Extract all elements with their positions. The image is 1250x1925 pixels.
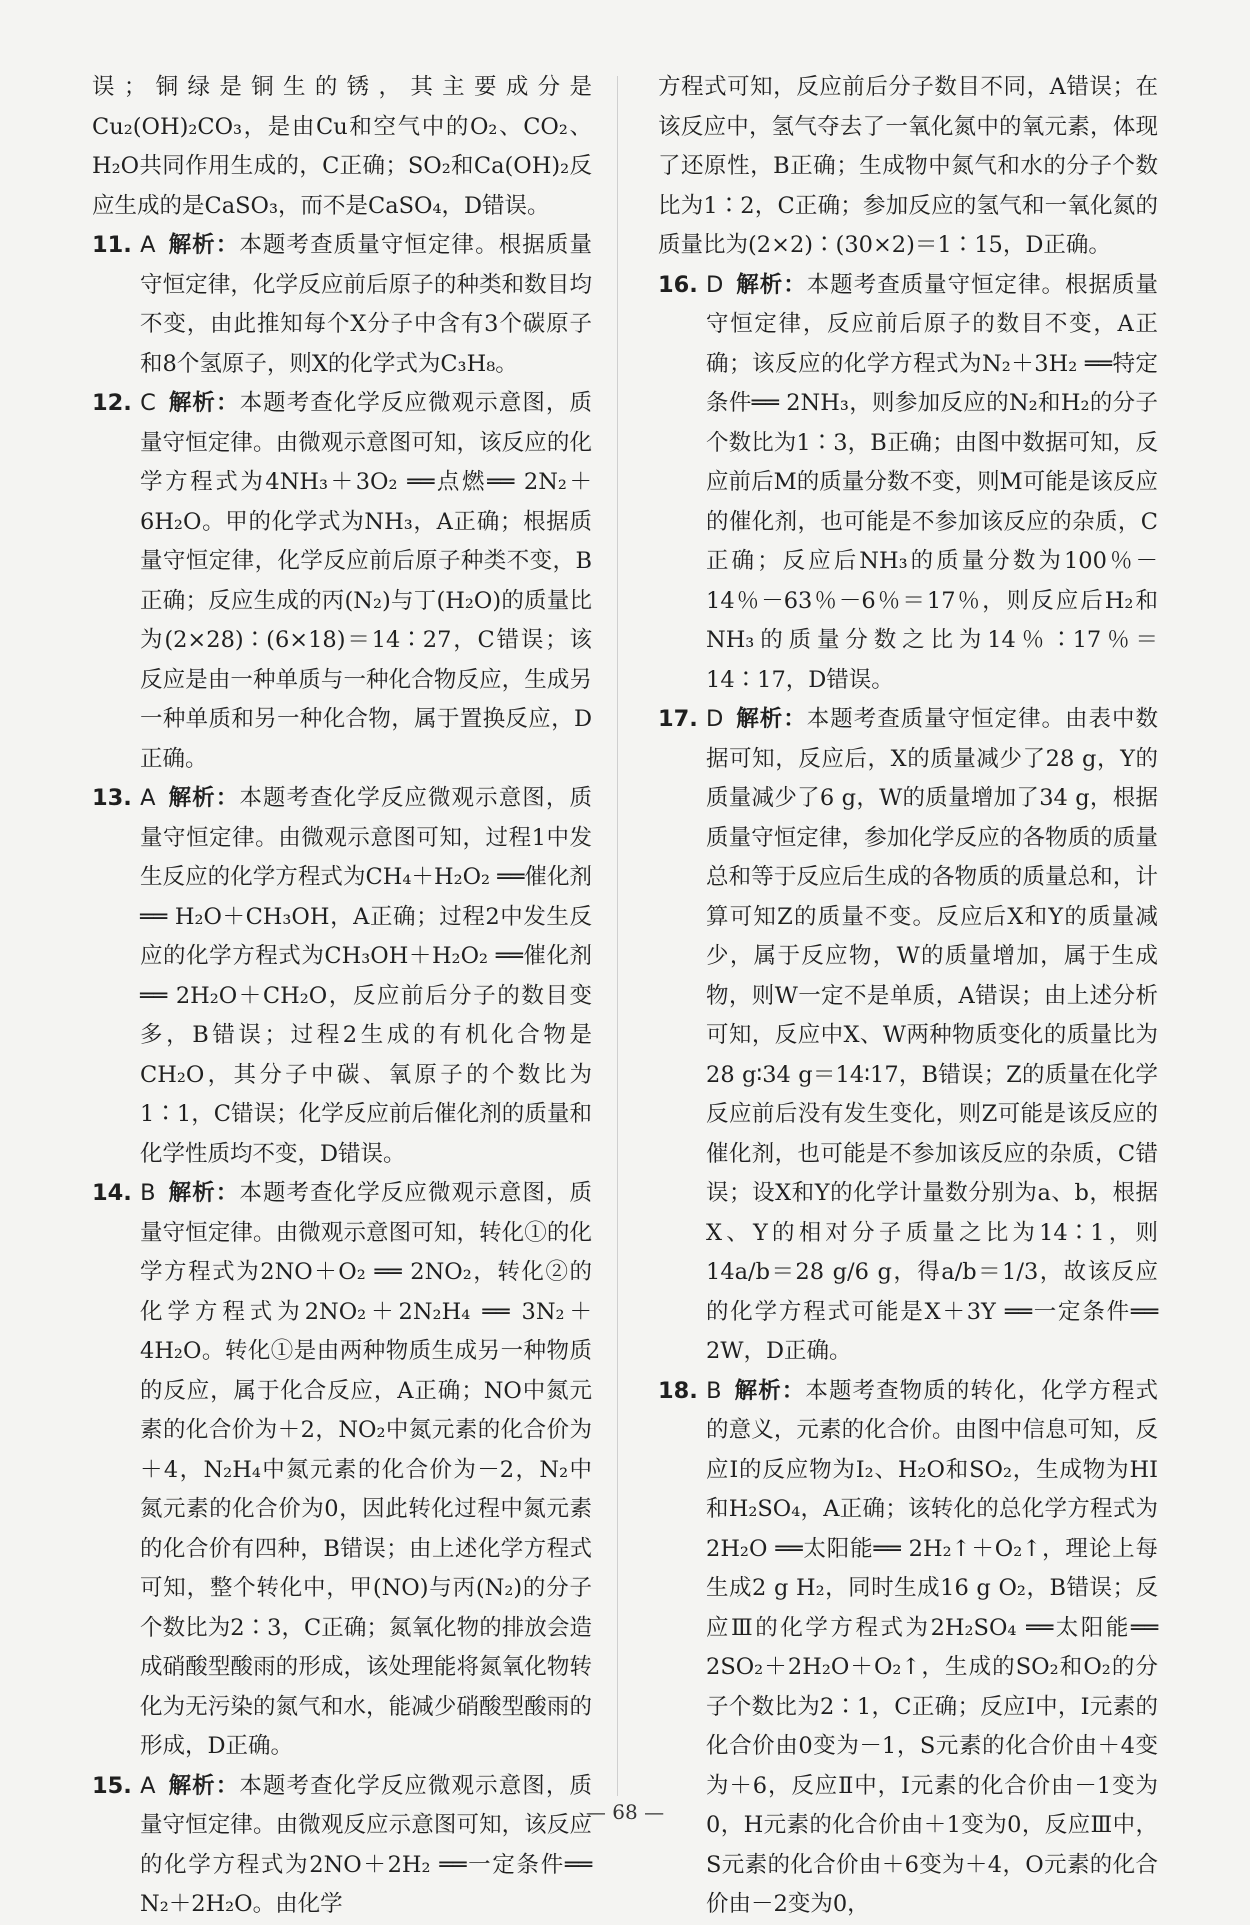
column-divider [617,76,618,1796]
analysis-label: 解析： [735,271,807,298]
analysis-label: 解析： [167,232,240,258]
analysis-text: 本题考查化学反应微观示意图，质量守恒定律。由微观示意图可知，转化①的化学方程式为2NO＋O₂ ══ 2NO₂，转化②的化学方程式为2NO₂＋2N₂H₄ ══ 3N₂＋4H₂O。转化①是由两种物质生成另一种物质的反应，属于化合反应，A正确；NO中氮元素的化合价为＋2，NO₂中氮元素的化合价为＋4，N₂H₄中氮元素的化合价为－2，N₂中氮元素的化合价为0，因此转化过程中氮元素的化合价有四种，B错误；由上述化学方程式可知，整个转化中，甲(NO)与丙(N₂)的分子个数比为2∶3，C正确；氮氧化物的排放会造成硝酸型酸雨的形成，该处理能将氮氧化物转化为无污染的氮气和水，能减少硝酸型酸雨的形成，D正确。 [140,1180,592,1759]
question-15 [92,1767,592,1925]
analysis-label: 解析： [735,706,807,732]
question-17 [658,700,1158,1372]
question-18 [658,1372,1158,1925]
answer-letter: A [140,785,156,811]
question-16 [658,266,1158,701]
analysis-text: 本题考查化学反应微观示意图，质量守恒定律。由微观反应示意图可知，该反应的化学方程式为2NO＋2H₂ ══一定条件══ N₂＋2H₂O。由化学 [140,1772,592,1917]
question-number: 13. [92,785,132,811]
analysis-label: 解析： [167,785,240,811]
question-11 [92,226,592,384]
answer-letter: D [706,706,724,732]
analysis-text: 本题考查质量守恒定律。根据质量守恒定律，反应前后原子的数目不变，A正确；该反应的化学方程式为N₂＋3H₂ ══特定条件══ 2NH₃，则参加反应的N₂和H₂的分子个数比为1∶3，B正确；由图中数据可知，反应前后M的质量分数不变，则M可能是该反应的催化剂，也可能是不参加该反应的杂质，C正确；反应后NH₃的质量分数为100％－14％－63％－6％＝17％，则反应后H₂和NH₃的质量分数之比为14％∶17％＝14∶17，D错误。 [706,271,1158,693]
analysis-label: 解析： [167,1772,240,1799]
question-13 [92,779,592,1174]
analysis-text: 本题考查质量守恒定律。由表中数据可知，反应后，X的质量减少了28 g，Y的质量减少了6 g，W的质量增加了34 g，根据质量守恒定律，参加化学反应的各物质的质量总和等于反应后生成的各物质的质量总和，计算可知Z的质量不变。反应后X和Y的质量减少，属于反应物，W的质量增加，属于生成物，则W一定不是单质，A错误；由上述分析可知，反应中X、W两种物质变化的质量比为28 g∶34 g＝14∶17，B错误；Z的质量在化学反应前后没有发生变化，则Z可能是该反应的催化剂，也可能是不参加该反应的杂质，C错误；设X和Y的化学计量数分别为a、b，根据X、Y的相对分子质量之比为14∶1，则14a/b＝28 g/6 g，得a/b＝1/3，故该反应的化学方程式可能是X＋3Y ══一定条件══ 2W，D正确。 [706,706,1158,1364]
page-number: — 68 — [585,1800,665,1824]
question-number: 17. [658,706,698,732]
analysis-label: 解析： [733,1377,806,1404]
question-number: 14. [92,1180,132,1206]
analysis-text: 本题考查质量守恒定律。根据质量守恒定律，化学反应前后原子的种类和数目均不变，由此推知每个X分子中含有3个碳原子和8个氢原子，则X的化学式为C₃H₈。 [140,232,592,377]
left-column [92,68,592,1925]
question-number: 16. [658,271,698,298]
question-number: 11. [92,232,132,258]
analysis-text: 本题考查物质的转化，化学方程式的意义，元素的化合价。由图中信息可知，反应Ⅰ的反应物为I₂、H₂O和SO₂，生成物为HI和H₂SO₄，A正确；该转化的总化学方程式为2H₂O ══太阳能══ 2H₂↑＋O₂↑，理论上每生成2 g H₂，同时生成16 g O₂，B错误；反应Ⅲ的化学方程式为2H₂SO₄ ══太阳能══ 2SO₂＋2H₂O＋O₂↑，生成的SO₂和O₂的分子个数比为2∶1，C正确；反应Ⅰ中，I元素的化合价由0变为－1，S元素的化合价由＋4变为＋6，反应Ⅱ中，I元素的化合价由－1变为0，H元素的化合价由＋1变为0，反应Ⅲ中，S元素的化合价由＋6变为＋4，O元素的化合价由－2变为0， [706,1377,1158,1917]
answer-letter: B [706,1377,722,1404]
question-number: 15. [92,1772,132,1799]
intro-paragraph: 误；铜绿是铜生的锈，其主要成分是Cu₂(OH)₂CO₃，是由Cu和空气中的O₂、CO₂、H₂O共同作用生成的，C正确；SO₂和Ca(OH)₂反应生成的是CaSO₃，而不是CaSO₄，D错误。 [92,74,592,219]
analysis-text: 本题考查化学反应微观示意图，质量守恒定律。由微观示意图可知，过程1中发生反应的化学方程式为CH₄＋H₂O₂ ══催化剂══ H₂O＋CH₃OH，A正确；过程2中发生反应的化学方程式为CH₃OH＋H₂O₂ ══催化剂══ 2H₂O＋CH₂O，反应前后分子的数目变多，B错误；过程2生成的有机化合物是CH₂O，其分子中碳、氧原子的个数比为1∶1，C错误；化学反应前后催化剂的质量和化学性质均不变，D错误。 [140,785,592,1167]
question-14 [92,1174,592,1767]
analysis-label: 解析： [167,390,240,416]
question-number: 18. [658,1377,698,1404]
question-12 [92,384,592,779]
answer-letter: A [140,232,156,258]
analysis-text: 本题考查化学反应微观示意图，质量守恒定律。由微观示意图可知，该反应的化学方程式为4NH₃＋3O₂ ══点燃══ 2N₂＋6H₂O。甲的化学式为NH₃，A正确；根据质量守恒定律，化学反应前后原子种类不变，B正确；反应生成的丙(N₂)与丁(H₂O)的质量比为(2×28)∶(6×18)＝14∶27，C错误；该反应是由一种单质与一种化合物反应，生成另一种单质和另一种化合物，属于置换反应，D正确。 [140,390,592,772]
question-number: 12. [92,390,132,416]
right-column [658,68,1158,1925]
question-15-continued: 方程式可知，反应前后分子数目不同，A错误；在该反应中，氢气夺去了一氧化氮中的氧元素，体现了还原性，B正确；生成物中氮气和水的分子个数比为1∶2，C正确；参加反应的氢气和一氧化氮的质量比为(2×2)∶(30×2)＝1∶15，D正确。 [658,74,1158,258]
answer-letter: D [706,271,724,298]
answer-letter: A [140,1772,156,1799]
analysis-label: 解析： [167,1180,240,1206]
answer-letter: B [140,1180,156,1206]
answer-letter: C [140,390,156,416]
